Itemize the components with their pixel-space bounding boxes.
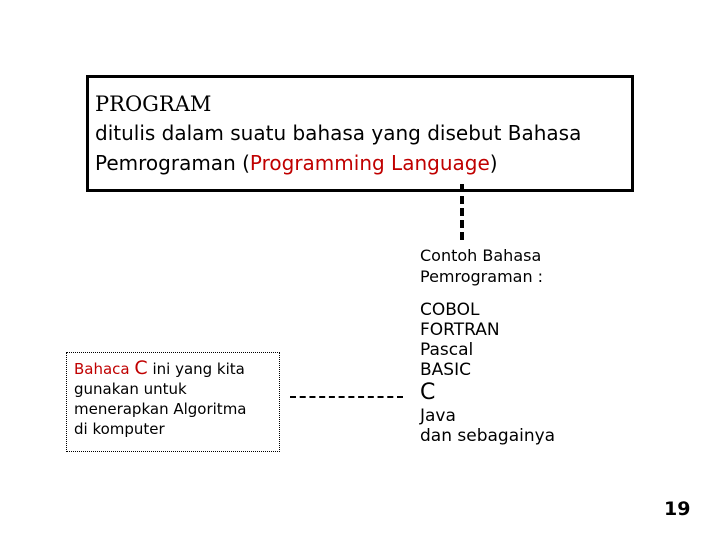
language-item: Java: [420, 406, 456, 426]
note-rest: ini yang kita: [147, 360, 245, 378]
note-line1: [74, 358, 247, 379]
definition-suffix: ): [489, 151, 498, 175]
note-word: Bahaca: [74, 360, 130, 378]
examples-heading-line2: Pemrograman :: [420, 267, 544, 286]
definition-line: ditulis dalam suatu bahasa yang disebut Bahasa: [95, 121, 582, 145]
note-line4: di komputer: [74, 420, 165, 438]
note-lang: C: [134, 357, 148, 379]
language-item: COBOL: [420, 300, 480, 320]
language-item: FORTRAN: [420, 320, 500, 340]
note-line3: menerapkan Algoritma: [74, 400, 247, 418]
definition-prefix: Pemrograman (: [95, 151, 250, 175]
vertical-dashed-connector: [460, 184, 464, 240]
language-item: BASIC: [420, 360, 471, 380]
language-list: [420, 300, 555, 446]
examples-heading-line1: Contoh Bahasa: [420, 246, 542, 265]
language-item: Pascal: [420, 340, 474, 360]
language-item: dan sebagainya: [420, 426, 556, 446]
program-heading: PROGRAM: [95, 92, 212, 116]
note-text: [74, 358, 247, 439]
definition-line-2: [95, 151, 498, 175]
horizontal-dashed-connector: [290, 396, 403, 398]
page-number: 19: [664, 498, 691, 520]
programming-language-highlight: Programming Language: [249, 151, 490, 175]
language-item: C: [420, 380, 436, 405]
examples-heading: [420, 245, 543, 287]
note-line2: gunakan untuk: [74, 380, 187, 398]
